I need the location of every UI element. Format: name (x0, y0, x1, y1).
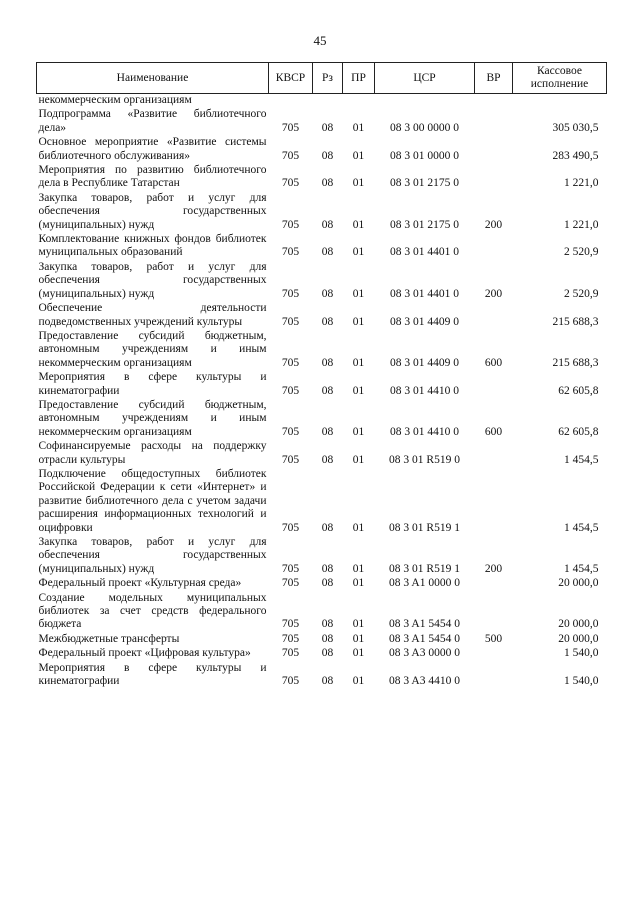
cell-pr: 01 (352, 177, 365, 190)
cell-sum: 215 688,3 (552, 315, 599, 328)
cell-pr: 01 (352, 618, 365, 631)
cell-csr: 08 3 A1 5454 0 (389, 632, 460, 645)
cell-pr: 01 (352, 121, 365, 134)
cell-name: Закупка товаров, работ и услуг для обеспечения государственных (муниципальных) нужд (38, 191, 267, 231)
cell-name: Комплектование книжных фондов библиотек муниципальных образований (38, 233, 267, 259)
table-row (37, 108, 607, 136)
cell-vr (475, 371, 513, 399)
cell-vr: 200 (484, 218, 503, 231)
cell-vr: 600 (484, 356, 503, 369)
cell-name: Предоставление субсидий бюджетным, автономным учреждениям и иным некоммерческим организациям (38, 329, 267, 369)
table-row (37, 164, 607, 192)
header-rz: Рз (313, 63, 343, 94)
cell-name: Основное мероприятие «Развитие системы библиотечного обслуживания» (38, 136, 267, 162)
cell-rz: 08 (321, 521, 334, 534)
cell-pr: 01 (352, 577, 365, 590)
cell-kvsr: 705 (281, 425, 300, 438)
cell-pr: 01 (352, 632, 365, 645)
cell-rz: 08 (321, 149, 334, 162)
cell-pr: 01 (352, 675, 365, 688)
header-sum: Кассовое исполнение (513, 63, 607, 94)
cell-rz: 08 (321, 577, 334, 590)
cell-pr: 01 (352, 384, 365, 397)
cell-kvsr: 705 (281, 356, 300, 369)
cell-name: Предоставление субсидий бюджетным, автономным учреждениям и иным некоммерческим организациям (38, 398, 267, 438)
cell-rz: 08 (321, 315, 334, 328)
cell-sum (513, 94, 607, 109)
cell-kvsr: 705 (281, 521, 300, 534)
cell-name: Мероприятия в сфере культуры и кинематографии (38, 661, 267, 688)
table-row (37, 592, 607, 633)
cell-vr (475, 592, 513, 633)
cell-name: Закупка товаров, работ и услуг для обеспечения государственных (муниципальных) нужд (38, 260, 267, 300)
table-row (37, 647, 607, 661)
cell-name: Обеспечение деятельности подведомственных учреждений культуры (38, 302, 267, 328)
cell-csr: 08 3 A3 4410 0 (389, 675, 460, 688)
cell-csr: 08 3 A1 0000 0 (389, 577, 460, 590)
cell-csr: 08 3 01 4409 0 (390, 315, 459, 328)
cell-rz: 08 (321, 218, 334, 231)
cell-csr: 08 3 01 4410 0 (390, 425, 459, 438)
table-body (37, 94, 607, 690)
cell-sum: 2 520,9 (564, 287, 599, 300)
cell-rz: 08 (321, 675, 334, 688)
cell-sum: 1 454,5 (564, 453, 599, 466)
cell-pr: 01 (352, 521, 365, 534)
cell-vr (475, 647, 513, 661)
cell-kvsr: 705 (281, 632, 300, 645)
table-row (37, 399, 607, 440)
cell-kvsr (269, 94, 313, 109)
header-name: Наименование (37, 63, 269, 94)
cell-csr: 08 3 A1 5454 0 (389, 618, 460, 631)
cell-csr: 08 3 01 4409 0 (390, 356, 459, 369)
cell-rz: 08 (321, 453, 334, 466)
cell-sum: 1 454,5 (564, 562, 599, 575)
cell-rz (313, 94, 343, 109)
cell-vr: 200 (484, 562, 503, 575)
cell-rz: 08 (321, 246, 334, 259)
cell-vr (475, 468, 513, 536)
table-row (37, 468, 607, 536)
table-row (37, 662, 607, 690)
cell-kvsr: 705 (281, 121, 300, 134)
cell-csr (375, 94, 475, 109)
cell-sum: 20 000,0 (558, 618, 599, 631)
cell-rz: 08 (321, 618, 334, 631)
cell-vr (475, 108, 513, 136)
cell-kvsr: 705 (281, 149, 300, 162)
cell-rz: 08 (321, 632, 334, 645)
cell-sum: 305 030,5 (552, 121, 599, 134)
cell-rz: 08 (321, 177, 334, 190)
cell-sum: 20 000,0 (558, 577, 599, 590)
cell-rz: 08 (321, 384, 334, 397)
cell-vr (475, 302, 513, 330)
cell-kvsr: 705 (281, 384, 300, 397)
table-row (37, 261, 607, 302)
cell-vr: 600 (484, 425, 503, 438)
cell-csr: 08 3 01 R519 1 (389, 521, 460, 534)
table-row (37, 577, 607, 591)
table-row (37, 136, 607, 164)
cell-sum: 1 221,0 (564, 177, 599, 190)
cell-pr: 01 (352, 149, 365, 162)
cell-csr: 08 3 01 2175 0 (390, 218, 459, 231)
cell-name: Федеральный проект «Цифровая культура» (38, 647, 251, 660)
cell-name: Мероприятия в сфере культуры и кинематографии (38, 371, 267, 397)
cell-csr: 08 3 00 0000 0 (390, 121, 459, 134)
cell-csr: 08 3 A3 0000 0 (389, 647, 460, 660)
cell-rz: 08 (321, 562, 334, 575)
cell-vr: 500 (484, 632, 503, 645)
cell-rz: 08 (321, 287, 334, 300)
cell-name: Подпрограмма «Развитие библиотечного дела» (38, 108, 267, 134)
cell-kvsr: 705 (281, 675, 300, 688)
cell-vr (475, 577, 513, 591)
header-csr: ЦСР (375, 63, 475, 94)
cell-csr: 08 3 01 0000 0 (390, 149, 459, 162)
cell-pr: 01 (352, 315, 365, 328)
table-row (37, 94, 607, 109)
table-row (37, 371, 607, 399)
cell-name: Подключение общедоступных библиотек Российской Федерации к сети «Интернет» и развитие библиотечного дела с учетом задачи расширения информационных технологий и оцифровки (38, 467, 267, 534)
cell-kvsr: 705 (281, 562, 300, 575)
cell-sum: 1 540,0 (564, 675, 599, 688)
cell-pr: 01 (352, 647, 365, 660)
cell-kvsr: 705 (281, 246, 300, 259)
cell-rz: 08 (321, 425, 334, 438)
cell-vr (475, 164, 513, 192)
table-row (37, 233, 607, 261)
cell-csr: 08 3 01 R519 1 (389, 562, 460, 575)
budget-table (36, 62, 607, 689)
cell-csr: 08 3 01 4410 0 (390, 384, 459, 397)
cell-pr: 01 (352, 287, 365, 300)
cell-vr: 200 (484, 287, 503, 300)
cell-sum: 20 000,0 (558, 632, 599, 645)
cell-name: Межбюджетные трансферты (38, 632, 180, 645)
table-row (37, 440, 607, 468)
table-row (37, 192, 607, 233)
cell-rz: 08 (321, 356, 334, 369)
header-pr: ПР (343, 63, 375, 94)
cell-pr: 01 (352, 562, 365, 575)
cell-name: Мероприятия по развитию библиотечного дела в Республике Татарстан (38, 164, 267, 190)
cell-csr: 08 3 01 4401 0 (390, 246, 459, 259)
cell-kvsr: 705 (281, 618, 300, 631)
cell-sum: 1 221,0 (564, 218, 599, 231)
cell-name: Закупка товаров, работ и услуг для обеспечения государственных (муниципальных) нужд (38, 536, 267, 575)
cell-csr: 08 3 01 4401 0 (390, 287, 459, 300)
cell-kvsr: 705 (281, 177, 300, 190)
page-number: 45 (313, 33, 327, 48)
table-row (37, 633, 607, 647)
cell-name: Федеральный проект «Культурная среда» (38, 577, 242, 590)
cell-kvsr: 705 (281, 453, 300, 466)
cell-pr: 01 (352, 218, 365, 231)
cell-pr: 01 (352, 425, 365, 438)
cell-kvsr: 705 (281, 647, 300, 660)
cell-pr: 01 (352, 246, 365, 259)
table-row (37, 302, 607, 330)
cell-sum: 62 605,8 (558, 384, 599, 397)
header-vr: ВР (475, 63, 513, 94)
cell-vr (475, 94, 513, 109)
table-row (37, 536, 607, 577)
cell-sum: 2 520,9 (564, 246, 599, 259)
cell-sum: 215 688,3 (552, 356, 599, 369)
cell-vr (475, 233, 513, 261)
cell-name: Софинансируемые расходы на поддержку отрасли культуры (38, 440, 267, 466)
cell-vr (475, 662, 513, 690)
cell-sum: 1 454,5 (564, 521, 599, 534)
header-kvsr: КВСР (269, 63, 313, 94)
cell-pr: 01 (352, 356, 365, 369)
cell-kvsr: 705 (281, 577, 300, 590)
table-row (37, 330, 607, 371)
table-header (37, 63, 607, 94)
cell-rz: 08 (321, 647, 334, 660)
cell-sum: 1 540,0 (564, 647, 599, 660)
cell-vr (475, 440, 513, 468)
cell-csr: 08 3 01 2175 0 (390, 177, 459, 190)
cell-pr (343, 94, 375, 109)
cell-sum: 62 605,8 (558, 425, 599, 438)
cell-rz: 08 (321, 121, 334, 134)
cell-kvsr: 705 (281, 287, 300, 300)
cell-pr: 01 (352, 453, 365, 466)
cell-name: Создание модельных муниципальных библиотек за счет средств федерального бюджета (38, 591, 267, 631)
cell-vr (475, 136, 513, 164)
cell-name: некоммерческим организациям (38, 94, 192, 106)
cell-kvsr: 705 (281, 218, 300, 231)
cell-csr: 08 3 01 R519 0 (389, 453, 460, 466)
cell-sum: 283 490,5 (552, 149, 599, 162)
cell-kvsr: 705 (281, 315, 300, 328)
